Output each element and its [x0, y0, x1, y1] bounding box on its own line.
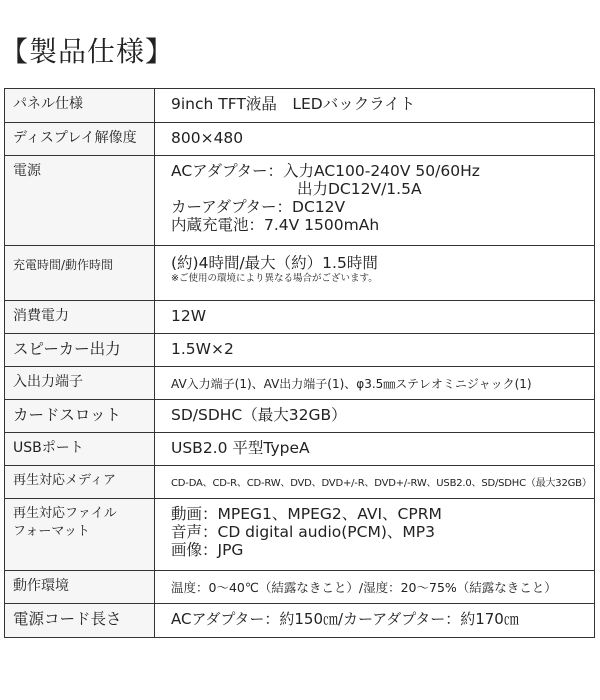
spec-line: (約)4時間/最大（約）1.5時間 [171, 254, 378, 272]
spec-label: USBポート [5, 433, 155, 466]
spec-row-cord-length [5, 604, 595, 638]
spec-line: 動画：MPEG1、MPEG2、AVI、CPRM [171, 505, 442, 523]
spec-row-resolution [5, 123, 595, 156]
spec-row-environment [5, 571, 595, 604]
spec-label-line: フォーマット [13, 524, 90, 539]
spec-note: ※ご使用の環境により異なる場合がございます。 [171, 273, 378, 284]
spec-value: 800×480 [155, 123, 595, 156]
spec-value: 1.5W×2 [155, 334, 595, 367]
spec-line: 画像：JPG [171, 541, 244, 559]
spec-label: 動作環境 [5, 571, 155, 604]
spec-label: パネル仕様 [5, 89, 155, 123]
spec-row-media [5, 466, 595, 499]
spec-label: 消費電力 [5, 301, 155, 334]
spec-value: 12W [155, 301, 595, 334]
spec-value: 温度：0～40℃（結露なきこと）/湿度：20～75%（結露なきこと） [155, 571, 595, 604]
spec-value: 9inch TFT液晶 LEDバックライト [155, 89, 595, 123]
spec-row-panel [5, 89, 595, 123]
spec-value [155, 246, 595, 301]
spec-line: 出力DC12V/1.5A [297, 180, 422, 198]
spec-line: 内蔵充電池：7.4V 1500mAh [171, 216, 380, 234]
spec-value: CD-DA、CD-R、CD-RW、DVD、DVD+/-R、DVD+/-RW、USB2.0、SD/SDHC（最大32GB） [155, 466, 595, 499]
spec-line: ACアダプター：入力AC100-240V 50/60Hz [171, 162, 480, 180]
spec-table [4, 88, 595, 638]
spec-value: USB2.0 平型TypeA [155, 433, 595, 466]
spec-label: 電源コード長さ [5, 604, 155, 638]
spec-label: スピーカー出力 [5, 334, 155, 367]
spec-label: 電源 [5, 156, 155, 246]
spec-value: AV入力端子(1)、AV出力端子(1)、φ3.5㎜ステレオミニジャック(1) [155, 367, 595, 400]
spec-value: SD/SDHC（最大32GB） [155, 400, 595, 433]
spec-label: ディスプレイ解像度 [5, 123, 155, 156]
page-title: 【製品仕様】 [0, 35, 175, 68]
spec-row-charge-time [5, 246, 595, 301]
spec-row-card-slot [5, 400, 595, 433]
spec-label: 充電時間/動作時間 [5, 246, 155, 301]
spec-label: カードスロット [5, 400, 155, 433]
spec-line: 音声：CD digital audio(PCM)、MP3 [171, 523, 435, 541]
spec-label: 入出力端子 [5, 367, 155, 400]
spec-row-usb [5, 433, 595, 466]
spec-value [155, 156, 595, 246]
spec-value [155, 499, 595, 571]
spec-label: 再生対応メディア [5, 466, 155, 499]
spec-row-speaker [5, 334, 595, 367]
spec-row-power [5, 156, 595, 246]
spec-line: カーアダプター：DC12V [171, 198, 346, 216]
spec-row-io [5, 367, 595, 400]
spec-row-power-consumption [5, 301, 595, 334]
spec-label-line: 再生対応ファイル [13, 506, 117, 521]
spec-row-file-format [5, 499, 595, 571]
spec-value: ACアダプター：約150㎝/カーアダプター：約170㎝ [155, 604, 595, 638]
spec-label [5, 499, 155, 571]
